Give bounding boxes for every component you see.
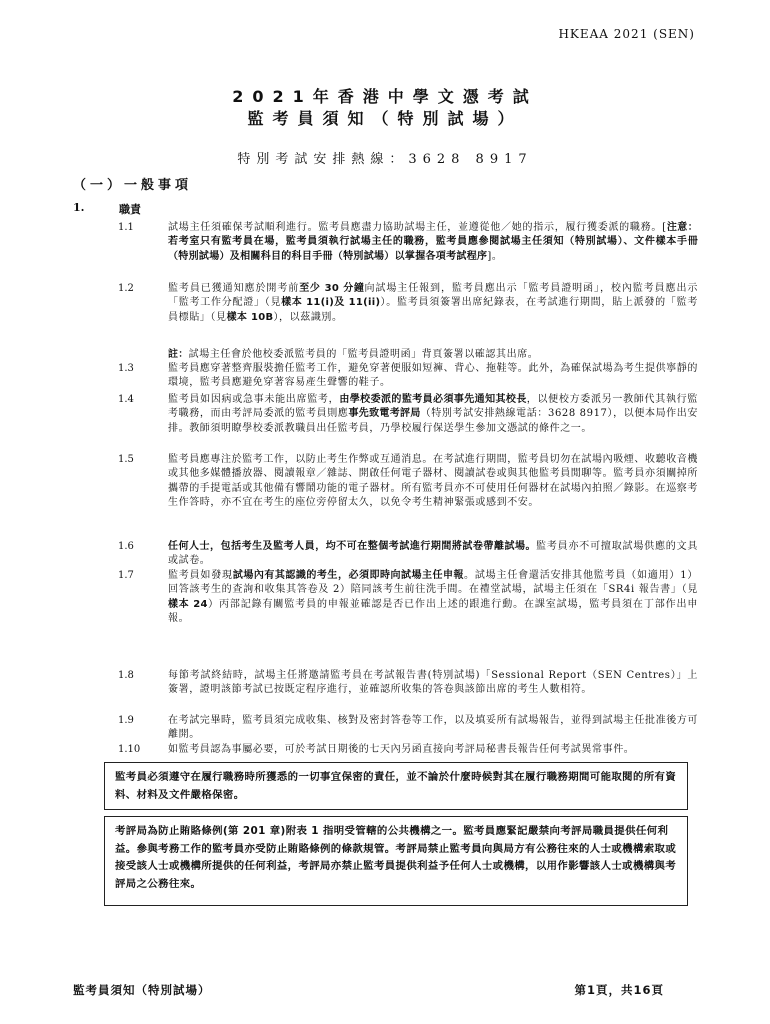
paragraph-number: 1.8 [118, 670, 134, 681]
paragraph-number: 1.3 [118, 363, 134, 374]
paragraph-number: 1.6 [118, 541, 134, 552]
paragraph-1-10 [118, 743, 698, 757]
footer-document-title: 監考員須知（特別試場） [73, 983, 211, 997]
bold-text-segment: 事先致電考評局 [348, 408, 421, 420]
paragraph-1-2 [118, 282, 698, 325]
confidentiality-notice-box: 監考員必須遵守在履行職務時所獲悉的一切事宜保密的責任，並不論於什麼時候對其在履行職務期間可能取閱的所有資料、材料及文件嚴格保密。 [104, 762, 688, 810]
paragraph-text [168, 743, 698, 757]
text-segment: ）丙部記錄有關監考員的申報並確認是否已作出上述的跟進行動。在課室試場，監考員須在丁部作出申報。 [168, 598, 698, 625]
paragraph-number: 1.10 [118, 744, 141, 755]
text-segment: 監考員如因病或急事未能出席監考， [168, 394, 340, 405]
anti-bribery-notice-box: 考評局為防止賄賂條例(第 201 章)附表 1 指明受管轄的公共機構之一。監考員應緊記嚴禁向考評局職員提供任何利益。參與考務工作的監考員亦受防止賄賂條例的條款規管。考評局禁止監考員向與局方有公務往來的人士或機構索取或接受該人士或機構所提供的任何利益，考評局亦禁止監考員提供利益予任何人士或機構，以用作影響該人士或機構與考評局之公務往來。 [104, 816, 688, 906]
paragraph-number: 1.1 [118, 222, 134, 233]
paragraph-note [118, 348, 698, 362]
paragraph-1-9 [118, 714, 698, 743]
text-segment: 。試場主任會還活安排其他監考員（如適用）1）回答該考生的查詢和收集其答卷及 2）陪同該考生前往洗手間。在禮堂試場，試場主任須在「SR4i 報告書」（見 [168, 570, 698, 596]
item-number: 1. [73, 201, 85, 214]
text-segment: ），以茲識別。 [273, 311, 343, 323]
bold-text-segment: 註： [168, 349, 189, 360]
section-heading: （一）一般事項 [73, 178, 193, 193]
text-segment: 如監考員認為事屬必要，可於考試日期後的七天內另函直接向考評局秘書長報告任何考試異常事件。 [168, 744, 635, 755]
paragraph-1-6 [118, 540, 698, 569]
item-title: 職責 [119, 203, 141, 216]
paragraph-text [168, 282, 698, 325]
paragraph-number: 1.9 [118, 715, 134, 726]
text-segment: 在考試完畢時，監考員須完成收集、核對及密封答卷等工作，以及填妥所有試場報告，並得到試場主任批准後方可離開。 [168, 715, 698, 741]
bold-text-segment: 至少 30 分鐘 [299, 283, 365, 294]
text-segment: 監考員已獲通知應於開考前 [168, 283, 300, 294]
paragraph-number: 1.4 [118, 394, 134, 405]
paragraph-1-8 [118, 669, 698, 698]
bold-text-segment: 試場內有其認識的考生，必須即時向試場主任申報 [232, 570, 465, 581]
paragraph-text [168, 362, 698, 391]
paragraph-number: 1.5 [118, 454, 134, 465]
page-title-line-1: 2021年香港中學文憑考試 [232, 87, 538, 106]
footer-page-number: 第1頁，共16頁 [574, 983, 664, 997]
paragraph-text [168, 348, 698, 362]
text-segment: 監考員應專注於監考工作，以防止考生作弊或互通消息。在考試進行期間，監考員切勿在試場內吸煙、收聽收音機或其他多媒體播放器、閱讀報章／雜誌、開啟任何電子器材、閱讀試卷或與其他監考員閒聊等。監考員亦須關掉所攜帶的手提電話或其他備有響鬧功能的電子器材。所有監考員亦不可使用任何器材在試場內拍照／錄影。在巡察考生作答時，亦不宜在考生的座位旁停留太久，以免令考生精神緊張或感到不安。 [168, 454, 698, 509]
paragraph-1-1 [118, 221, 698, 264]
paragraph-1-3 [118, 362, 698, 391]
text-segment: 監考員亦不可擅取試場供應的文具或試卷。 [168, 541, 698, 567]
bold-text-segment: 樣本 10B [226, 311, 274, 323]
text-segment: 每節考試終結時，試場主任將邀請監考員在考試報告書(特別試場)「Sessional Report（SEN Centres）」上簽署，證明該節考試已按既定程序進行，並確認所收集的答卷與該節出席的考生人數相符。 [168, 670, 698, 696]
paragraph-1-7 [118, 569, 698, 627]
paragraph-text [168, 453, 698, 511]
text-segment: （特別考試安排熱線電話：3628 8917），以便本局作出安排。教師須明瞭學校委派教職員出任監考員，乃學校履行保送學生參加文憑試的條件之一。 [168, 408, 699, 434]
text-segment: 試場主任會於他校委派監考員的「監考員證明函」背頁簽署以確認其出席。 [188, 349, 539, 360]
text-segment: 試場主任須確保考試順利進行。監考員應盡力協助試場主任，並遵從他／她的指示，履行獲委派的職務。[ [168, 222, 667, 233]
hotline-text: 特別考試安排熱線：3628 8917 [237, 152, 533, 167]
text-segment: ，以便校方委派另一教師代其執行監考職務，而由考評局委派的監考員則應 [168, 394, 698, 420]
page-title-line-2: 監考員須知（特別試場） [247, 109, 523, 128]
paragraph-text [168, 669, 698, 698]
paragraph-text [168, 714, 698, 743]
text-segment: 監考員如發現 [168, 570, 233, 581]
paragraph-1-4 [118, 393, 698, 436]
header-code: HKEAA 2021 (SEN) [558, 27, 695, 41]
text-segment: ]。 [487, 250, 503, 262]
bold-text-segment: 任何人士，包括考生及監考人員，均不可在整個考試進行期間將試卷帶離試場。 [168, 541, 536, 552]
bold-text-segment: 樣本 11(i)及 11(ii) [281, 297, 381, 309]
paragraph-text [168, 569, 698, 627]
paragraph-number: 1.2 [118, 283, 134, 294]
paragraph-text [168, 393, 698, 436]
text-segment: 監考員應穿著整齊服裝擔任監考工作，避免穿著便服如短褲、背心、拖鞋等。此外，為確保試場為考生提供寧靜的環境，監考員應避免穿著容易產生聲響的鞋子。 [168, 363, 698, 389]
bold-text-segment: 注意：若考室只有監考員在場，監考員須執行試場主任的職務，監考員應參閱試場主任須知（特別試場）、文件樣本手冊（特別試場）及相關科目的科目手冊（特別試場）以掌握各項考試程序 [168, 222, 698, 262]
paragraph-1-5 [118, 453, 698, 511]
text-segment: ）。監考員須簽署出席紀錄表，在考試進行期間，貼上派發的「監考員標貼」（見 [168, 297, 698, 323]
bold-text-segment: 由學校委派的監考員必須事先通知其校長 [339, 394, 527, 405]
text-segment: 向試場主任報到，監考員應出示「監考員證明函」，校內監考員應出示「監考工作分配證」（見 [168, 283, 699, 309]
paragraph-number: 1.7 [118, 570, 134, 581]
bold-text-segment: 樣本 24 [168, 598, 208, 610]
paragraph-text [168, 221, 698, 264]
paragraph-text [168, 540, 698, 569]
